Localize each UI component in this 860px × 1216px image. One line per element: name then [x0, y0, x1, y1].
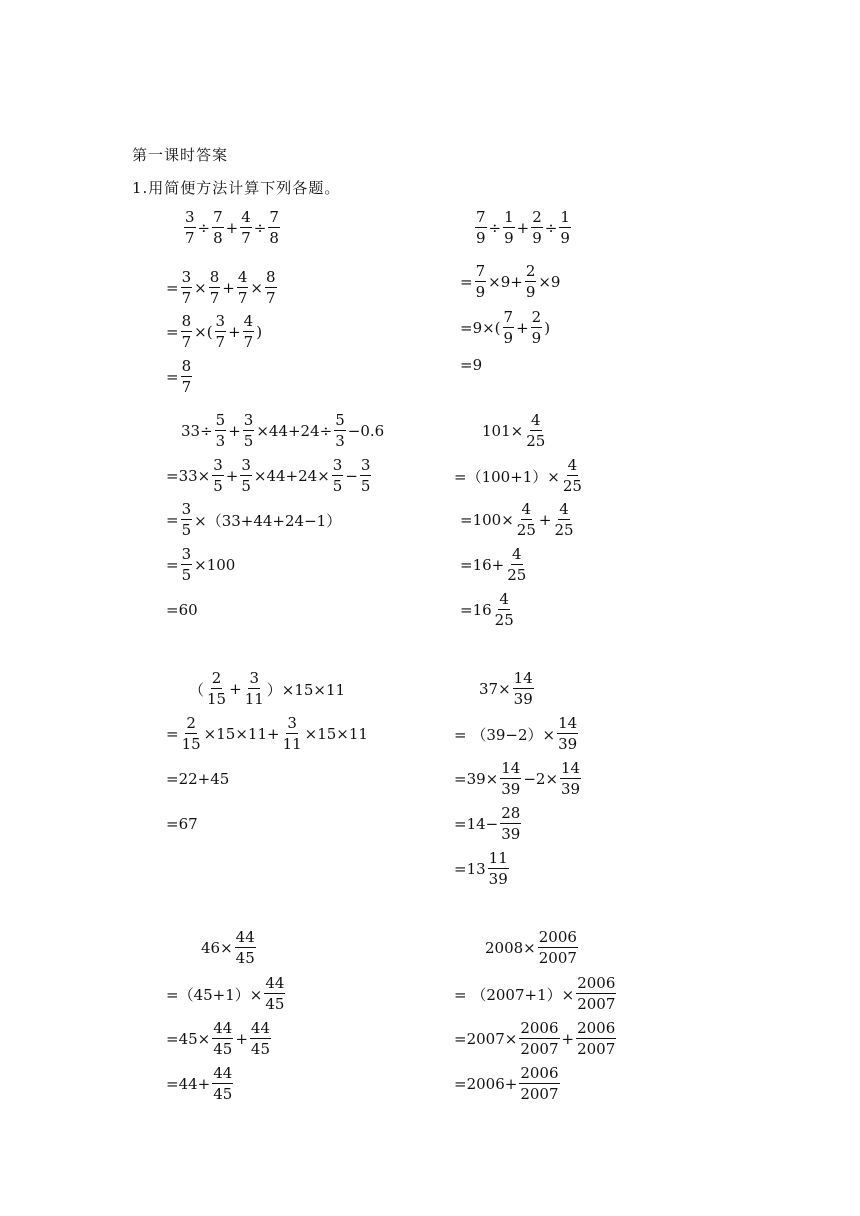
expression-text: + [516, 219, 530, 237]
fraction-numerator: 11 [488, 849, 508, 867]
fraction [212, 210, 224, 246]
fraction-denominator: 2007 [577, 1040, 616, 1058]
fraction-denominator: 2007 [520, 1040, 559, 1058]
fraction-denominator: 5 [360, 477, 371, 495]
fraction-numerator: 3 [185, 208, 195, 226]
expression-text: ÷ [544, 219, 558, 237]
fraction-denominator: 25 [526, 432, 546, 450]
expression-text: =33× [166, 467, 211, 485]
fraction-numerator: 2 [525, 262, 536, 280]
fraction-numerator: 3 [243, 411, 254, 429]
fraction [181, 270, 193, 306]
fraction-numerator: 8 [181, 312, 192, 330]
fraction-numerator: 8 [265, 268, 276, 286]
fraction-denominator: 9 [532, 229, 542, 247]
expression-text: = [166, 368, 179, 386]
expression-text: =44+ [166, 1075, 211, 1093]
problem-1-step-3 [165, 308, 263, 356]
fraction-denominator: 9 [503, 329, 514, 347]
problem-7-step-1 [200, 924, 257, 972]
expression-text: ÷ [253, 219, 267, 237]
fraction-numerator: 3 [241, 456, 251, 474]
fraction [503, 210, 515, 246]
problem-3-step-2 [165, 452, 372, 500]
fraction-numerator: 44 [213, 1064, 233, 1082]
problem-6-step-2 [453, 710, 579, 758]
problem-3-step-5 [165, 586, 199, 634]
fraction-numerator: 3 [360, 456, 371, 474]
expression-text: ×（33+44+24−1） [194, 511, 342, 530]
problem-5-step-4 [165, 800, 199, 848]
fraction-denominator: 5 [243, 432, 254, 450]
expression-text: = [166, 725, 179, 743]
fraction-denominator: 5 [241, 477, 251, 495]
fraction [334, 413, 346, 449]
fraction [235, 930, 256, 966]
expression-text: − [345, 467, 358, 485]
fraction-denominator: 2007 [577, 995, 616, 1013]
fraction [475, 210, 487, 246]
fraction-numerator: 4 [521, 500, 532, 518]
fraction [562, 458, 583, 494]
fraction-denominator: 9 [476, 229, 486, 247]
problem-4-step-2 [453, 452, 584, 500]
fraction [264, 976, 285, 1012]
fraction-numerator: 3 [181, 268, 192, 286]
expression-text: =13 [454, 860, 486, 878]
expression-text: + [538, 511, 552, 529]
fraction-numerator: 5 [335, 411, 345, 429]
fraction-denominator: 15 [207, 690, 227, 708]
expression-text: ×100 [194, 556, 236, 574]
expression-text: ×15×11+ [203, 725, 280, 743]
fraction-numerator: 5 [215, 411, 226, 429]
expression-text: ×44+24÷ [256, 422, 333, 440]
fraction-numerator: 8 [181, 357, 192, 375]
fraction [576, 1021, 616, 1057]
fraction-numerator: 7 [269, 208, 279, 226]
fraction-numerator: 7 [213, 208, 223, 226]
expression-text: =2006+ [454, 1075, 518, 1093]
fraction-denominator: 2007 [538, 949, 577, 967]
fraction [531, 310, 543, 346]
fraction-numerator: 2 [211, 669, 222, 687]
fraction [494, 592, 515, 628]
problem-1-step-2 [165, 264, 278, 312]
fraction [525, 264, 537, 300]
fraction [206, 671, 227, 707]
fraction-denominator: 9 [560, 229, 570, 247]
fraction-numerator: 4 [243, 312, 254, 330]
expression-text: + [229, 680, 242, 698]
fraction [516, 502, 537, 538]
problem-2-step-2 [459, 258, 561, 306]
problem-6-step-3 [453, 755, 582, 803]
problem-4-step-5 [459, 586, 516, 634]
expression-text: =60 [166, 601, 198, 619]
fraction-denominator: 7 [241, 229, 251, 247]
expression-text: 33÷ [181, 422, 213, 440]
fraction-denominator: 45 [235, 949, 255, 967]
fraction-denominator: 9 [504, 229, 514, 247]
expression-text: =22+45 [166, 770, 230, 788]
fraction-numerator: 4 [241, 208, 251, 226]
expression-text: + [235, 1030, 248, 1048]
expression-text: = [166, 556, 179, 574]
fraction [215, 413, 227, 449]
fraction-denominator: 25 [554, 521, 574, 539]
fraction-denominator: 45 [250, 1040, 270, 1058]
problem-8-step-4 [453, 1060, 561, 1108]
fraction-denominator: 7 [215, 333, 226, 351]
expression-text: =100× [460, 511, 514, 529]
fraction [237, 270, 249, 306]
fraction [531, 210, 543, 246]
fraction-numerator: 4 [559, 500, 569, 518]
problem-3-step-3 [165, 496, 342, 544]
fraction [212, 1066, 233, 1102]
fraction-denominator: 9 [475, 283, 486, 301]
expression-text: =14− [454, 815, 499, 833]
expression-text: ÷ [197, 219, 211, 237]
fraction-numerator: 2006 [577, 974, 616, 992]
fraction [209, 270, 221, 306]
expression-text: × [250, 279, 263, 297]
expression-text: + [225, 467, 239, 485]
expression-text: 37× [479, 680, 511, 698]
fraction-numerator: 3 [332, 456, 343, 474]
expression-text: + [228, 422, 241, 440]
fraction-denominator: 39 [561, 780, 581, 798]
expression-text: 46× [201, 939, 233, 957]
fraction-denominator: 5 [181, 566, 192, 584]
fraction-denominator: 25 [516, 521, 536, 539]
fraction [525, 413, 546, 449]
problem-4-step-1 [481, 407, 547, 455]
fraction [553, 502, 574, 538]
fraction [557, 716, 578, 752]
fraction-denominator: 7 [181, 333, 192, 351]
fraction-numerator: 44 [213, 1019, 233, 1037]
problem-6-step-4 [453, 800, 522, 848]
fraction-numerator: 2 [186, 714, 196, 732]
problem-3-step-4 [165, 541, 236, 589]
fraction-numerator: 14 [513, 669, 533, 687]
fraction-numerator: 28 [501, 804, 521, 822]
problem-2-step-1 [474, 204, 572, 252]
expression-text: + [222, 279, 235, 297]
expression-text: × [194, 279, 207, 297]
expression-text: −0.6 [347, 422, 385, 440]
fraction [240, 210, 252, 246]
expression-text: 2008× [485, 939, 536, 957]
fraction-denominator: 5 [181, 521, 192, 539]
expression-text: = [166, 279, 179, 297]
fraction [181, 314, 193, 350]
expression-text: −2× [523, 770, 559, 788]
problem-7-step-2 [165, 970, 286, 1018]
fraction [503, 310, 515, 346]
expression-text: = [460, 273, 473, 291]
fraction [475, 264, 487, 300]
fraction-numerator: 3 [181, 500, 192, 518]
fraction [513, 671, 534, 707]
fraction [576, 976, 616, 1012]
fraction-denominator: 11 [244, 690, 264, 708]
expression-text: =2007× [454, 1030, 518, 1048]
fraction [559, 210, 571, 246]
problem-1-step-1 [183, 204, 281, 252]
fraction-numerator: 44 [265, 974, 285, 992]
fraction [265, 270, 277, 306]
fraction [488, 851, 509, 887]
expression-text: ×9 [538, 273, 561, 291]
expression-text: =16+ [460, 556, 505, 574]
problem-8-step-3 [453, 1015, 617, 1063]
expression-text: =9 [460, 356, 483, 374]
expression-text: ×( [194, 323, 213, 341]
fraction [500, 761, 521, 797]
fraction-denominator: 8 [213, 229, 223, 247]
fraction-denominator: 5 [213, 477, 223, 495]
problem-4-step-3 [459, 496, 576, 544]
fraction-denominator: 2007 [520, 1085, 559, 1103]
fraction-numerator: 4 [530, 411, 541, 429]
problem-8-step-1 [484, 924, 579, 972]
fraction-numerator: 4 [499, 590, 509, 608]
fraction [181, 502, 193, 538]
fraction-denominator: 25 [494, 611, 514, 629]
expression-text: ×44+24× [253, 467, 330, 485]
fraction [500, 806, 521, 842]
fraction-numerator: 44 [235, 928, 255, 946]
fraction-numerator: 7 [475, 262, 486, 280]
expression-text: + [225, 219, 239, 237]
expression-text: =（45+1）× [166, 985, 263, 1004]
expression-text: =67 [166, 815, 198, 833]
expression-text: + [228, 323, 241, 341]
fraction-denominator: 39 [501, 825, 521, 843]
fraction-denominator: 7 [265, 289, 276, 307]
fraction-numerator: 2 [532, 208, 542, 226]
fraction-numerator: 2006 [520, 1019, 559, 1037]
fraction-denominator: 45 [213, 1040, 233, 1058]
fraction-numerator: 1 [560, 208, 570, 226]
expression-text: + [516, 319, 529, 337]
fraction-numerator: 14 [501, 759, 521, 777]
answer-heading: 第一课时答案 [132, 146, 229, 164]
fraction-denominator: 9 [525, 283, 536, 301]
fraction-denominator: 15 [181, 735, 201, 753]
fraction [181, 359, 193, 395]
fraction-numerator: 44 [250, 1019, 270, 1037]
fraction-denominator: 7 [243, 333, 254, 351]
expression-text: = [166, 323, 179, 341]
problem-5-step-3 [165, 755, 230, 803]
fraction [244, 671, 265, 707]
problem-8-step-2 [453, 970, 617, 1018]
fraction-denominator: 5 [332, 477, 343, 495]
expression-text: =45× [166, 1030, 211, 1048]
fraction-denominator: 7 [209, 289, 220, 307]
expression-text: + [561, 1030, 575, 1048]
fraction [243, 314, 255, 350]
fraction-numerator: 14 [561, 759, 581, 777]
fraction-numerator: 7 [476, 208, 486, 226]
fraction [184, 210, 196, 246]
expression-text: ）×15×11 [266, 680, 346, 699]
fraction-numerator: 2006 [520, 1064, 559, 1082]
fraction [243, 413, 255, 449]
fraction-numerator: 1 [504, 208, 514, 226]
fraction [360, 458, 372, 494]
fraction-numerator: 2006 [577, 1019, 616, 1037]
fraction-denominator: 9 [531, 329, 542, 347]
fraction-numerator: 4 [512, 545, 522, 563]
fraction [250, 1021, 271, 1057]
expression-text: ) [544, 319, 551, 337]
problem-6-step-5 [453, 845, 510, 893]
problem-1-step-4 [165, 353, 193, 401]
fraction-denominator: 39 [501, 780, 521, 798]
fraction-denominator: 7 [181, 289, 192, 307]
fraction [560, 761, 581, 797]
question-prompt: 1.用简便方法计算下列各题。 [132, 179, 341, 197]
fraction [240, 458, 252, 494]
fraction-numerator: 3 [287, 714, 297, 732]
expression-text: ) [256, 323, 263, 341]
fraction [519, 1066, 559, 1102]
fraction-numerator: 8 [209, 268, 220, 286]
fraction [215, 314, 227, 350]
fraction-numerator: 4 [237, 268, 248, 286]
fraction-denominator: 45 [213, 1085, 233, 1103]
fraction [212, 1021, 233, 1057]
fraction-denominator: 39 [513, 690, 533, 708]
fraction-denominator: 39 [558, 735, 578, 753]
expression-text: =39× [454, 770, 499, 788]
fraction-denominator: 8 [269, 229, 279, 247]
problem-7-step-4 [165, 1060, 234, 1108]
fraction [519, 1021, 559, 1057]
fraction-denominator: 7 [185, 229, 195, 247]
fraction-denominator: 7 [237, 289, 248, 307]
fraction-numerator: 4 [567, 456, 578, 474]
problem-5-step-1 [188, 665, 346, 713]
fraction-denominator: 11 [282, 735, 302, 753]
fraction-denominator: 3 [335, 432, 345, 450]
expression-text: ×9+ [488, 273, 523, 291]
expression-text: =9×( [460, 319, 501, 337]
expression-text: =（100+1）× [454, 467, 560, 486]
problem-2-step-4 [459, 341, 483, 389]
problem-5-step-2 [165, 710, 369, 758]
expression-text: 101× [482, 422, 524, 440]
fraction-numerator: 7 [503, 308, 514, 326]
expression-text: = （39−2）× [454, 725, 556, 744]
fraction [212, 458, 224, 494]
expression-text: ×15×11 [304, 725, 368, 743]
problem-4-step-4 [459, 541, 528, 589]
fraction-numerator: 3 [181, 545, 192, 563]
expression-text: = [166, 511, 179, 529]
fraction-denominator: 39 [488, 870, 508, 888]
fraction-numerator: 14 [558, 714, 578, 732]
fraction-numerator: 3 [215, 312, 226, 330]
problem-7-step-3 [165, 1015, 272, 1063]
expression-text: =16 [460, 601, 492, 619]
fraction [181, 547, 193, 583]
fraction-numerator: 3 [249, 669, 259, 687]
fraction [282, 716, 303, 752]
problem-3-step-1 [180, 407, 385, 455]
problem-6-step-1 [478, 665, 535, 713]
expression-text: ÷ [488, 219, 502, 237]
fraction [506, 547, 527, 583]
fraction [181, 716, 202, 752]
expression-text: = （2007+1）× [454, 985, 575, 1004]
fraction-numerator: 2 [531, 308, 542, 326]
fraction-denominator: 7 [181, 378, 192, 396]
fraction-denominator: 3 [215, 432, 226, 450]
fraction-numerator: 2006 [538, 928, 577, 946]
fraction-denominator: 25 [562, 477, 582, 495]
fraction-denominator: 25 [507, 566, 527, 584]
fraction [268, 210, 280, 246]
fraction-denominator: 45 [265, 995, 285, 1013]
fraction [332, 458, 344, 494]
fraction-numerator: 3 [213, 456, 223, 474]
fraction [538, 930, 578, 966]
expression-text: （ [189, 680, 205, 699]
